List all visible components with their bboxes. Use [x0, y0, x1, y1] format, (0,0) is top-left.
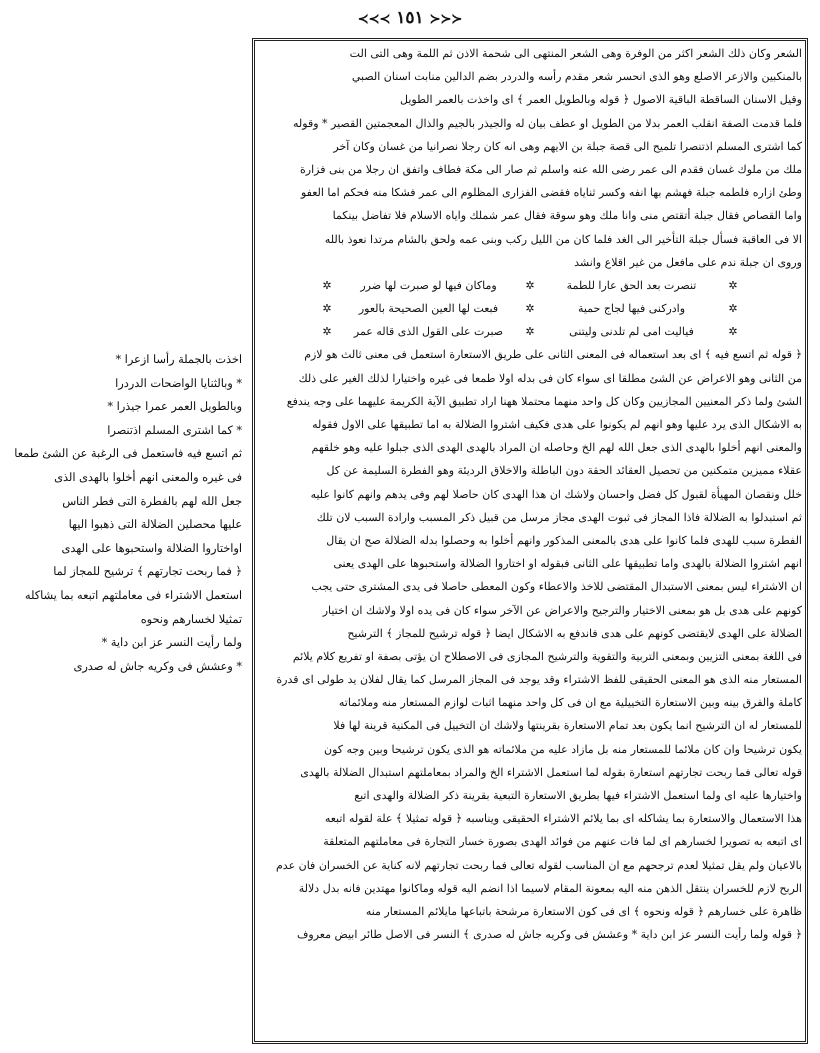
poem-second-hemistich: فبعت لها العين الصحيحة بالعور [358, 302, 499, 316]
main-text-line: واما القصاص فقال جبلة أتقتص منى وانا ملك وهو سوقة فقال عمر شملك واياه الاسلام فلا تفاضل بينكما [332, 209, 802, 223]
main-text-line: والمعنى انهم أخلوا بالهدى الذى جعل الله لهم الخ وحاصله ان المراد بالهدى الهدى الذى جبلوا عليه وهو خلقهم [311, 441, 802, 455]
poem-first-hemistich: تنصرت بعد الحق عارا للطمة [566, 278, 697, 292]
poem-first-hemistich: فياليت امى لم تلدنى وليتنى [569, 325, 694, 339]
main-text-line: انهم اشتروا الضلالة بالهدى واما تطبيقها على الثانى فبقوله او اختاروا الضلالة واستحبوها على الهدى يعنى [333, 557, 802, 571]
main-text-line: بالاعيان ولم يقل تمثيلا لعدم ترجحهم مع ان المناسب لقوله تعالى فما ربحت تجارتهم لانه كناية عن الخسران فان عدم [275, 858, 802, 872]
main-commentary-text [258, 42, 802, 946]
main-text-line: اى اتبعه به تصويرا لخسارهم اى لما فات عنهم من فوائد الهدى بصورة خسار التجارة فى معاملتهم المتعلقة [323, 835, 802, 849]
poem-second-hemistich: صبرت على القول الذى قاله عمر [353, 325, 504, 339]
main-text-line: الا فى العاقبة فسأل جبلة التأخير الى الغد فلما كان من الليل ركب وبنى عمه ولحق بالشام مرتدا نعوذ بالله [324, 232, 802, 246]
main-text-line: كاملة والفرق بينه وبين الاستعارة التخييلية مع ان فى كل واحد منهما اثبات لوازم المستعار منه وملائماته [338, 696, 802, 710]
main-text-line: كونهم على هدى بل هو بمعنى الاختيار والترجيح والاعراض عن الآخر سواء كان فى يده اولا ولاشك ان اختيار [322, 603, 802, 617]
main-text-line: عقلاء مميزين متمكنين من تحصيل العقائد الحقة دون الباطلة والاخلاق الرديئة وهو الفطرة السليمة عن كل [326, 464, 802, 478]
poem-star: ✲ [728, 325, 738, 339]
page-number-value: ١٥١ [396, 8, 424, 28]
poem-star: ✲ [525, 325, 535, 339]
main-text-line: خلل ونقصان المهيأة لقبول كل فضل واحسان ولاشك ان هذا الهدى كان حاصلا لهم وفى يدهم وانهم كانوا عليه [310, 487, 802, 501]
margin-text-line: عليها محصلين الضلالة التى ذهبوا اليها [68, 518, 242, 532]
margin-text-line: اواختاروا الضلالة واستحبوها على الهدى [61, 541, 242, 555]
poem-second-hemistich: وماكان فيها لو صبرت لها ضرر [360, 278, 497, 292]
main-text-line: فى اللغة بمعنى التزيين وبمعنى التربية والتقوية والترشيح المجازى فى الاصطلاح ان يؤتى بصفة او تفريع كلام يلائم [292, 649, 802, 663]
main-text-line: قوله تعالى فما ربحت تجارتهم استعارة بقوله لما استعمل الاشتراء الخ والمراد بمعاملتهم استبدال الضلالة بالهدى [300, 765, 802, 779]
main-text-line: ﴿ قوله ثم اتسع فيه ﴾ اى بعد استعماله فى المعنى الثانى على طريق الاستعارة استعمل فى معنى ثالث هو لازم [304, 348, 802, 362]
margin-text-line: ثم اتسع فيه فاستعمل فى الرغبة عن الشئ طمعا [14, 447, 242, 461]
main-text-line: الشئ ولما ذكر المعنيين المجازيين وكان كل واحد منهما محتملا ههنا اراد تطبيق الآية الكريمة عليهما على وجه يندفع [286, 394, 802, 408]
main-text-line: يكون ترشيحا وان كان ملائما للمستعار منه بل مازاد عليه من ملائماته هو الذى يكون ترشيحا وبين وجه كون [323, 742, 802, 756]
margin-base-text [6, 348, 242, 678]
main-text-line: من الثانى وهو الاعراض عن الشئ مطلقا اى سواء كان فى بدله اولا طمعا فى غيره واختيارا لذلك الغير على ذلك [298, 371, 802, 385]
page-number [0, 8, 820, 28]
page-number-ornament-left: ≺≺≺ [429, 12, 463, 27]
main-text-line: بالمنكبين والازعر الاصلع وهو الذى انحسر شعر مقدم رأسه والدردر بضم الدالين منابت اسنان الصبي [351, 70, 802, 84]
margin-text-line: فى غيره والمعنى انهم أخلوا بالهدى الذى [54, 470, 242, 484]
main-text-line: ملك من ملوك غسان فقدم الى عمر رضى الله عنه واسلم ثم صار الى مكة فطاف واتفق ان رجلا من بنى فزارة [300, 162, 802, 176]
poem-star: ✲ [728, 278, 738, 292]
margin-text-line: ﴿ فما ربحت تجارتهم ﴾ ترشيح للمجاز لما [53, 565, 242, 579]
main-text-line: ظاهرة على خسارهم ﴿ قوله ونحوه ﴾ اى فى كون الاستعارة مرشحة باتباعها مايلائم المستعار منه [365, 904, 802, 918]
margin-text-line: تمثيلا لخسارهم ونحوه [140, 612, 242, 626]
page-number-ornament-right: ≻≻≻ [357, 12, 391, 27]
main-text-line: وقيل الاسنان الساقطة الباقية الاصول ﴿ قوله وبالطويل العمر ﴾ اى واخذت بالعمر الطويل [400, 93, 802, 107]
main-text-line: الفطرة سبب للهدى فلما كانوا على هدى بالمعنى المذكور وانهم أخلوا به وحصلوا بدله الضلالة صح ان يقال [326, 533, 802, 547]
poem-verse [258, 274, 802, 297]
poem-star: ✲ [525, 278, 535, 292]
main-text-line: ﴿ قوله ولما رأيت النسر عز ابن داية * وعشش فى وكريه جاش له صدرى ﴾ النسر فى الاصل طائر ابيض معروف [296, 928, 802, 942]
main-text-line: كما اشترى المسلم اذتنصرا تلميح الى قصة جبلة بن الايهم وهى انه كان رجلا نصرانيا من غسان وكان آخر [333, 139, 802, 153]
margin-text-line: وبالطويل العمر عمرا جيذرا * [107, 400, 242, 414]
main-text-line: ثم استبدلوا به الضلالة فاذا المجاز فى ثبوت الهدى مجاز مرسل من قبيل ذكر المسبب وارادة السبب لان تلك [316, 510, 802, 524]
main-text-top-block [258, 42, 802, 274]
margin-text-line: استعمل الاشتراء فى معاملتهم اتبعه بما يشاكله [24, 588, 242, 602]
main-text-line: للمستعار له ان الترشيح انما يكون بعد تمام الاستعارة بقرينتها ولاشك ان التخييل فى المكنية قرينة لها فلا [333, 719, 802, 733]
main-text-line: هذا الاستعمال والاستعارة بما يشاكله اى بما يلائم الاشتراء الحقيقى ويناسبه ﴿ قوله تمثيلا ﴾ علة لقوله اتبعه [324, 812, 802, 826]
main-text-line: ان الاشتراء ليس بمعنى الاستبدال المقتضى للاخذ والاعطاء وكون المعطى حاصلا فى يدى المشترى حتى يجب [311, 580, 802, 594]
main-text-line: الربح لازم للخسران ينتقل الذهن منه اليه بمعونة المقام لاسيما اذا انضم اليه قوله وماكانوا مهتدين فانه بدل دلالة [298, 881, 802, 895]
main-text-line: فلما قدمت الصفة انقلب العمر بدلا من الطويل او عطف بيان له والجيذر بالجيم والذال المعجمتين القصير * وقوله [293, 116, 802, 130]
poem-first-hemistich: وادركنى فيها لجاج حمية [577, 302, 686, 316]
margin-text-line: ولما رأيت النسر عز ابن داية * [101, 636, 242, 650]
poem-star: ✲ [728, 302, 738, 316]
margin-text-line: جعل الله لهم بالفطرة التى فطر الناس [62, 494, 242, 508]
poem-verse [258, 297, 802, 320]
margin-text-line: اخذت بالجملة رأسا ازعرا * [115, 353, 242, 366]
poem-star: ✲ [525, 302, 535, 316]
margin-text-line: * كما اشترى المسلم اذتنصرا [107, 423, 242, 437]
poem-star: ✲ [322, 325, 332, 339]
main-text-line: الضلالة على الهدى لايقتضى كونهم على هدى فاندفع به الاشكال ايضا ﴿ قوله ترشيح للمجاز ﴾ الترشيح [347, 626, 802, 640]
margin-text-line: * وعشش فى وكريه جاش له صدرى [73, 659, 242, 673]
poem-star: ✲ [322, 278, 332, 292]
main-text-line: الشعر وكان ذلك الشعر اكثر من الوفرة وهى الشعر المنتهى الى شحمة الاذن ثم اللمة وهى التى الت [349, 47, 802, 60]
main-text-line: وطئ ازاره فلطمه جبلة فهشم بها انفه وكسر ثناياه فقضى الفزارى المظلوم الى عمر فشكا منه فحكم اما العفو [300, 186, 802, 200]
main-text-line: المستعار منه الذى هو المعنى الحقيقى للفظ الاشتراء وقد يوجد فى المجاز المرسل كما يقال لفلان يد طولى اى قدرة [276, 673, 802, 687]
main-text-line: وروى ان جبلة ندم على مافعل من غير اقلاع وانشد [574, 255, 802, 269]
poem-verse [258, 320, 802, 343]
main-text-line: به الاشكال الذى يرد عليها وهو انهم لم يكونوا على هدى فكيف اشتروا الضلالة به اما تطبيقها على الاول فقوله [312, 418, 802, 431]
main-text-bottom-block [258, 343, 802, 946]
main-text-line: واختيارها عليه اى ولما استعمل الاشتراء فيها بطريق الاستعارة التبعية بقرينة ذكر الضلالة والهدى اتبع [354, 789, 802, 802]
poem-star: ✲ [322, 302, 332, 316]
poem-block [258, 274, 802, 344]
margin-text-line: * وبالثنايا الواضحات الدردرا [115, 376, 242, 390]
